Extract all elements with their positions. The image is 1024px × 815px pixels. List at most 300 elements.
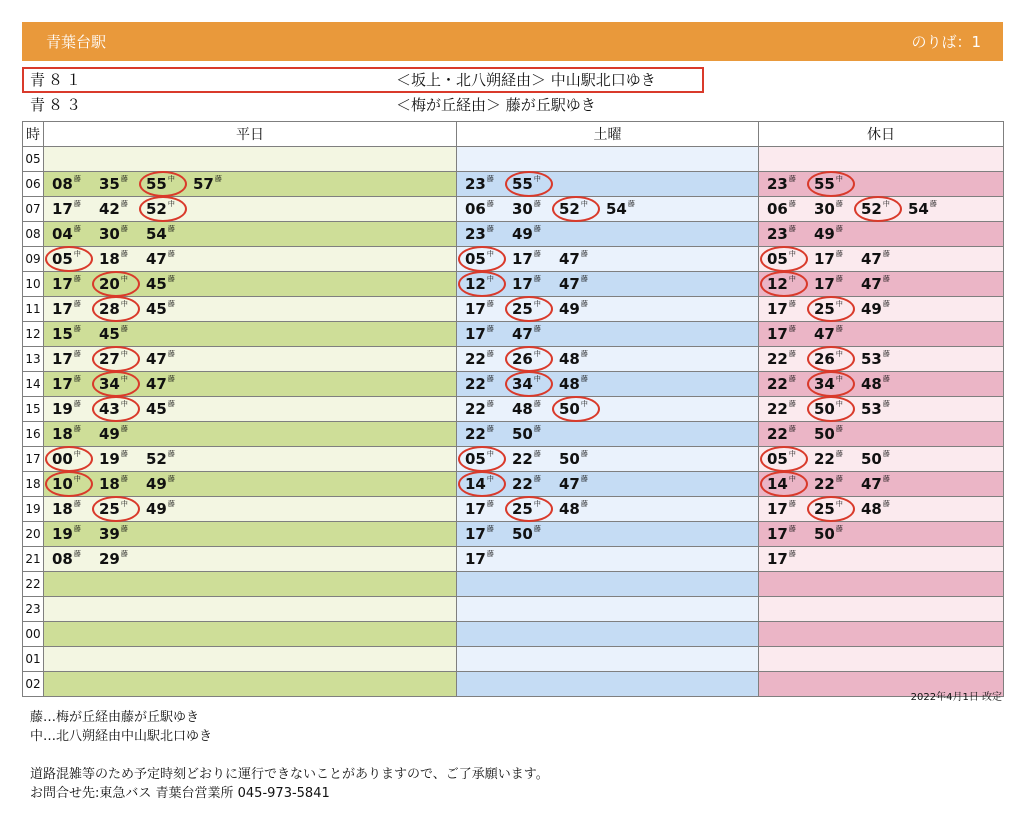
- destination-mark: 藤: [580, 350, 588, 358]
- departure: [559, 297, 606, 321]
- departure-minute: 20: [99, 275, 120, 293]
- departure: [465, 447, 512, 471]
- departure: [767, 522, 814, 546]
- legend-naka: 中…北八朔経由中山駅北口ゆき: [30, 729, 213, 744]
- holiday-departures: [759, 572, 1003, 596]
- departure-minute: 45: [146, 300, 167, 318]
- departure-minute: 22: [767, 425, 788, 443]
- departure-minute: 30: [512, 200, 533, 218]
- saturday-departures: [457, 647, 758, 671]
- destination-mark: 藤: [882, 375, 890, 383]
- destination-mark: 中: [788, 450, 796, 458]
- departure: [861, 347, 908, 371]
- destination-mark: 中: [486, 275, 494, 283]
- departure-minute: 17: [52, 375, 73, 393]
- departure: [767, 172, 814, 196]
- departure: [146, 272, 193, 296]
- holiday-departures: [759, 422, 1003, 446]
- destination-mark: 藤: [580, 450, 588, 458]
- saturday-cell: [457, 372, 759, 397]
- departure: [99, 497, 146, 521]
- departure-minute: 27: [99, 350, 120, 368]
- departure: [908, 197, 955, 221]
- route-code: 青８３: [30, 96, 85, 114]
- departure: [465, 497, 512, 521]
- departure: [146, 472, 193, 496]
- weekday-cell: [44, 647, 457, 672]
- departure-minute: 18: [52, 425, 73, 443]
- departure: [814, 297, 861, 321]
- departure-minute: 47: [146, 250, 167, 268]
- destination-mark: 藤: [486, 425, 494, 433]
- departure: [559, 272, 606, 296]
- destination-mark: 藤: [533, 275, 541, 283]
- departure: [861, 272, 908, 296]
- holiday-cell: [759, 522, 1004, 547]
- saturday-cell: [457, 572, 759, 597]
- departure-minute: 23: [465, 225, 486, 243]
- weekday-departures: [44, 272, 456, 296]
- destination-mark: 藤: [120, 425, 128, 433]
- weekday-departures: [44, 447, 456, 471]
- legend-fuji: 藤…梅が丘経由藤が丘駅ゆき: [30, 710, 200, 725]
- departure: [465, 547, 512, 571]
- destination-mark: 藤: [533, 400, 541, 408]
- destination-mark: 藤: [120, 250, 128, 258]
- route-list: [22, 67, 1003, 117]
- destination-mark: 藤: [486, 225, 494, 233]
- destination-mark: 藤: [214, 175, 222, 183]
- departure: [814, 522, 861, 546]
- departure: [52, 472, 99, 496]
- holiday-departures: [759, 547, 1003, 571]
- destination-mark: 藤: [882, 475, 890, 483]
- holiday-departures: [759, 622, 1003, 646]
- destination-mark: 中: [533, 375, 541, 383]
- weekday-departures: [44, 222, 456, 246]
- departure: [512, 322, 559, 346]
- departure: [767, 547, 814, 571]
- departure-minute: 22: [512, 450, 533, 468]
- destination-mark: 藤: [73, 275, 81, 283]
- departure: [767, 422, 814, 446]
- departure: [52, 497, 99, 521]
- destination-mark: 藤: [882, 300, 890, 308]
- departure: [52, 522, 99, 546]
- destination-mark: 藤: [533, 450, 541, 458]
- departure: [146, 372, 193, 396]
- destination-mark: 藤: [120, 525, 128, 533]
- destination-mark: 藤: [167, 275, 175, 283]
- hour-label: 10: [23, 272, 44, 297]
- destination-mark: 藤: [486, 500, 494, 508]
- destination-mark: 中: [788, 250, 796, 258]
- departure-minute: 47: [814, 325, 835, 343]
- holiday-cell: [759, 147, 1004, 172]
- departure-minute: 55: [814, 175, 835, 193]
- departure-minute: 47: [559, 475, 580, 493]
- departure: [861, 372, 908, 396]
- destination-mark: 藤: [533, 200, 541, 208]
- destination-mark: 藤: [73, 550, 81, 558]
- weekday-cell: [44, 247, 457, 272]
- weekday-departures: [44, 572, 456, 596]
- departure-minute: 34: [512, 375, 533, 393]
- saturday-departures: [457, 547, 758, 571]
- departure-minute: 48: [861, 500, 882, 518]
- weekday-cell: [44, 522, 457, 547]
- saturday-cell: [457, 272, 759, 297]
- departure-minute: 55: [146, 175, 167, 193]
- destination-mark: 藤: [167, 300, 175, 308]
- saturday-cell: [457, 447, 759, 472]
- destination-mark: 藤: [788, 225, 796, 233]
- destination-mark: 藤: [167, 450, 175, 458]
- departure-minute: 22: [465, 425, 486, 443]
- departure-minute: 17: [767, 525, 788, 543]
- saturday-column-header: 土曜: [457, 122, 759, 147]
- hour-label: 22: [23, 572, 44, 597]
- destination-mark: 藤: [882, 275, 890, 283]
- weekday-cell: [44, 497, 457, 522]
- departure: [52, 297, 99, 321]
- destination-mark: 藤: [627, 200, 635, 208]
- departure-minute: 48: [861, 375, 882, 393]
- departure: [559, 197, 606, 221]
- destination-mark: 藤: [929, 200, 937, 208]
- departure: [767, 322, 814, 346]
- holiday-departures: [759, 397, 1003, 421]
- destination-mark: 藤: [486, 325, 494, 333]
- weekday-cell: [44, 272, 457, 297]
- hour-row-05: [23, 147, 1004, 172]
- departure: [99, 447, 146, 471]
- destination-mark: 中: [835, 375, 843, 383]
- departure-minute: 26: [814, 350, 835, 368]
- saturday-cell: [457, 547, 759, 572]
- departure-minute: 49: [512, 225, 533, 243]
- timetable: [22, 121, 1004, 697]
- destination-mark: 藤: [486, 300, 494, 308]
- destination-mark: 藤: [835, 325, 843, 333]
- hour-row-23: [23, 597, 1004, 622]
- destination-mark: 中: [835, 350, 843, 358]
- departure-minute: 47: [146, 350, 167, 368]
- departure: [52, 172, 99, 196]
- holiday-column-header: 休日: [759, 122, 1004, 147]
- departure: [814, 322, 861, 346]
- destination-mark: 中: [580, 400, 588, 408]
- departure-minute: 23: [465, 175, 486, 193]
- saturday-cell: [457, 497, 759, 522]
- destination-mark: 藤: [835, 250, 843, 258]
- holiday-departures: [759, 197, 1003, 221]
- saturday-departures: [457, 247, 758, 271]
- destination-mark: 藤: [788, 350, 796, 358]
- departure-minute: 49: [99, 425, 120, 443]
- destination-mark: 藤: [580, 500, 588, 508]
- timetable-header-row: [23, 122, 1004, 147]
- holiday-cell: [759, 547, 1004, 572]
- destination-mark: 中: [486, 450, 494, 458]
- departure-minute: 47: [512, 325, 533, 343]
- departure: [814, 197, 861, 221]
- destination-mark: 藤: [73, 500, 81, 508]
- departure-minute: 17: [465, 525, 486, 543]
- departure: [99, 522, 146, 546]
- departure-minute: 25: [814, 500, 835, 518]
- departure: [99, 372, 146, 396]
- saturday-departures: [457, 447, 758, 471]
- departure-minute: 05: [767, 250, 788, 268]
- departure: [99, 347, 146, 371]
- departure-minute: 52: [559, 200, 580, 218]
- saturday-departures: [457, 397, 758, 421]
- station-header: [22, 22, 1003, 61]
- weekday-cell: [44, 572, 457, 597]
- departure-minute: 05: [465, 450, 486, 468]
- holiday-departures: [759, 322, 1003, 346]
- saturday-cell: [457, 647, 759, 672]
- departure: [512, 347, 559, 371]
- departure-minute: 54: [908, 200, 929, 218]
- hour-row-13: [23, 347, 1004, 372]
- weekday-departures: [44, 422, 456, 446]
- hour-row-20: [23, 522, 1004, 547]
- departure-minute: 47: [146, 375, 167, 393]
- saturday-departures: [457, 522, 758, 546]
- departure-minute: 52: [861, 200, 882, 218]
- weekday-column-header: 平日: [44, 122, 457, 147]
- departure-minute: 50: [559, 450, 580, 468]
- departure-minute: 29: [99, 550, 120, 568]
- departure-minute: 22: [767, 400, 788, 418]
- destination-mark: 藤: [486, 175, 494, 183]
- route-destination: ＜梅が丘経由＞ 藤が丘駅ゆき: [396, 96, 596, 114]
- holiday-departures: [759, 447, 1003, 471]
- departure-minute: 47: [861, 250, 882, 268]
- departure: [465, 272, 512, 296]
- holiday-departures: [759, 347, 1003, 371]
- holiday-departures: [759, 647, 1003, 671]
- destination-mark: 藤: [533, 225, 541, 233]
- destination-mark: 藤: [120, 325, 128, 333]
- departure-minute: 45: [146, 275, 167, 293]
- departure-minute: 52: [146, 450, 167, 468]
- departure-minute: 17: [767, 550, 788, 568]
- saturday-departures: [457, 422, 758, 446]
- saturday-cell: [457, 472, 759, 497]
- departure-minute: 49: [814, 225, 835, 243]
- departure: [512, 522, 559, 546]
- destination-mark: 藤: [167, 400, 175, 408]
- hour-row-18: [23, 472, 1004, 497]
- holiday-cell: [759, 647, 1004, 672]
- destination-mark: 藤: [835, 450, 843, 458]
- holiday-cell: [759, 322, 1004, 347]
- holiday-departures: [759, 147, 1003, 171]
- destination-mark: 藤: [167, 350, 175, 358]
- departure: [146, 347, 193, 371]
- departure-minute: 47: [559, 275, 580, 293]
- departure-minute: 22: [814, 475, 835, 493]
- hour-label: 11: [23, 297, 44, 322]
- destination-mark: 藤: [73, 200, 81, 208]
- destination-mark: 中: [835, 500, 843, 508]
- hour-row-08: [23, 222, 1004, 247]
- destination-mark: 藤: [580, 275, 588, 283]
- destination-mark: 藤: [486, 200, 494, 208]
- destination-mark: 中: [533, 175, 541, 183]
- holiday-departures: [759, 497, 1003, 521]
- departure-minute: 05: [52, 250, 73, 268]
- departure: [861, 447, 908, 471]
- departure-minute: 05: [767, 450, 788, 468]
- destination-mark: 藤: [533, 250, 541, 258]
- saturday-departures: [457, 597, 758, 621]
- destination-mark: 藤: [788, 425, 796, 433]
- weekday-departures: [44, 322, 456, 346]
- departure: [52, 347, 99, 371]
- saturday-departures: [457, 272, 758, 296]
- destination-mark: 藤: [73, 400, 81, 408]
- destination-mark: 中: [580, 200, 588, 208]
- departure-minute: 04: [52, 225, 73, 243]
- holiday-cell: [759, 247, 1004, 272]
- destination-mark: 藤: [73, 325, 81, 333]
- destination-mark: 中: [533, 500, 541, 508]
- destination-mark: 中: [533, 300, 541, 308]
- saturday-departures: [457, 672, 758, 696]
- departure: [814, 472, 861, 496]
- departure: [814, 397, 861, 421]
- departure-minute: 14: [465, 475, 486, 493]
- departure-minute: 45: [99, 325, 120, 343]
- departure: [99, 422, 146, 446]
- departure-minute: 17: [767, 300, 788, 318]
- departure-minute: 19: [52, 400, 73, 418]
- holiday-cell: [759, 397, 1004, 422]
- weekday-departures: [44, 547, 456, 571]
- weekday-departures: [44, 247, 456, 271]
- destination-mark: 藤: [533, 525, 541, 533]
- departure: [99, 297, 146, 321]
- departure: [559, 397, 606, 421]
- departure: [146, 222, 193, 246]
- departure: [465, 472, 512, 496]
- destination-mark: 藤: [486, 550, 494, 558]
- destination-mark: 藤: [882, 350, 890, 358]
- saturday-cell: [457, 597, 759, 622]
- departure-minute: 19: [52, 525, 73, 543]
- weekday-departures: [44, 172, 456, 196]
- departure: [814, 172, 861, 196]
- notice-contact: お問合せ先:東急バス 青葉台営業所 045-973-5841: [30, 786, 330, 801]
- departure-minute: 18: [99, 475, 120, 493]
- departure: [52, 372, 99, 396]
- destination-mark: 藤: [167, 500, 175, 508]
- departure: [559, 247, 606, 271]
- hour-row-11: [23, 297, 1004, 322]
- saturday-cell: [457, 422, 759, 447]
- departure-minute: 22: [465, 375, 486, 393]
- hour-label: 14: [23, 372, 44, 397]
- departure-minute: 30: [814, 200, 835, 218]
- departure-minute: 19: [99, 450, 120, 468]
- destination-mark: 藤: [788, 500, 796, 508]
- weekday-departures: [44, 497, 456, 521]
- destination-mark: 中: [120, 350, 128, 358]
- hour-label: 19: [23, 497, 44, 522]
- destination-mark: 藤: [533, 475, 541, 483]
- saturday-cell: [457, 622, 759, 647]
- departure-minute: 06: [767, 200, 788, 218]
- departure-minute: 48: [512, 400, 533, 418]
- departure: [99, 247, 146, 271]
- departure: [99, 272, 146, 296]
- weekday-cell: [44, 172, 457, 197]
- destination-mark: 藤: [73, 225, 81, 233]
- destination-mark: 藤: [120, 175, 128, 183]
- destination-mark: 藤: [120, 225, 128, 233]
- departure-minute: 17: [52, 200, 73, 218]
- weekday-departures: [44, 622, 456, 646]
- departure-minute: 17: [465, 550, 486, 568]
- saturday-cell: [457, 322, 759, 347]
- holiday-cell: [759, 272, 1004, 297]
- departure-minute: 17: [52, 350, 73, 368]
- departure-minute: 25: [814, 300, 835, 318]
- weekday-cell: [44, 197, 457, 222]
- departure: [465, 397, 512, 421]
- destination-mark: 中: [486, 250, 494, 258]
- destination-mark: 中: [120, 375, 128, 383]
- departure: [52, 547, 99, 571]
- departure-minute: 23: [767, 175, 788, 193]
- departure-minute: 15: [52, 325, 73, 343]
- destination-mark: 中: [486, 475, 494, 483]
- destination-mark: 藤: [167, 375, 175, 383]
- departure: [767, 372, 814, 396]
- destination-mark: 藤: [580, 300, 588, 308]
- hour-row-16: [23, 422, 1004, 447]
- departure: [767, 397, 814, 421]
- saturday-cell: [457, 297, 759, 322]
- departure-minute: 50: [814, 525, 835, 543]
- departure: [861, 197, 908, 221]
- holiday-cell: [759, 222, 1004, 247]
- saturday-departures: [457, 172, 758, 196]
- departure-minute: 12: [465, 275, 486, 293]
- departure-minute: 28: [99, 300, 120, 318]
- departure: [52, 197, 99, 221]
- saturday-departures: [457, 372, 758, 396]
- departure: [814, 222, 861, 246]
- departure: [767, 472, 814, 496]
- weekday-departures: [44, 147, 456, 171]
- departure: [814, 447, 861, 471]
- hour-row-19: [23, 497, 1004, 522]
- destination-mark: 藤: [120, 550, 128, 558]
- departure: [559, 497, 606, 521]
- holiday-cell: [759, 572, 1004, 597]
- departure: [512, 372, 559, 396]
- departure: [861, 497, 908, 521]
- departure: [512, 497, 559, 521]
- holiday-cell: [759, 622, 1004, 647]
- departure-minute: 22: [767, 350, 788, 368]
- hour-column-header: 時: [23, 122, 44, 147]
